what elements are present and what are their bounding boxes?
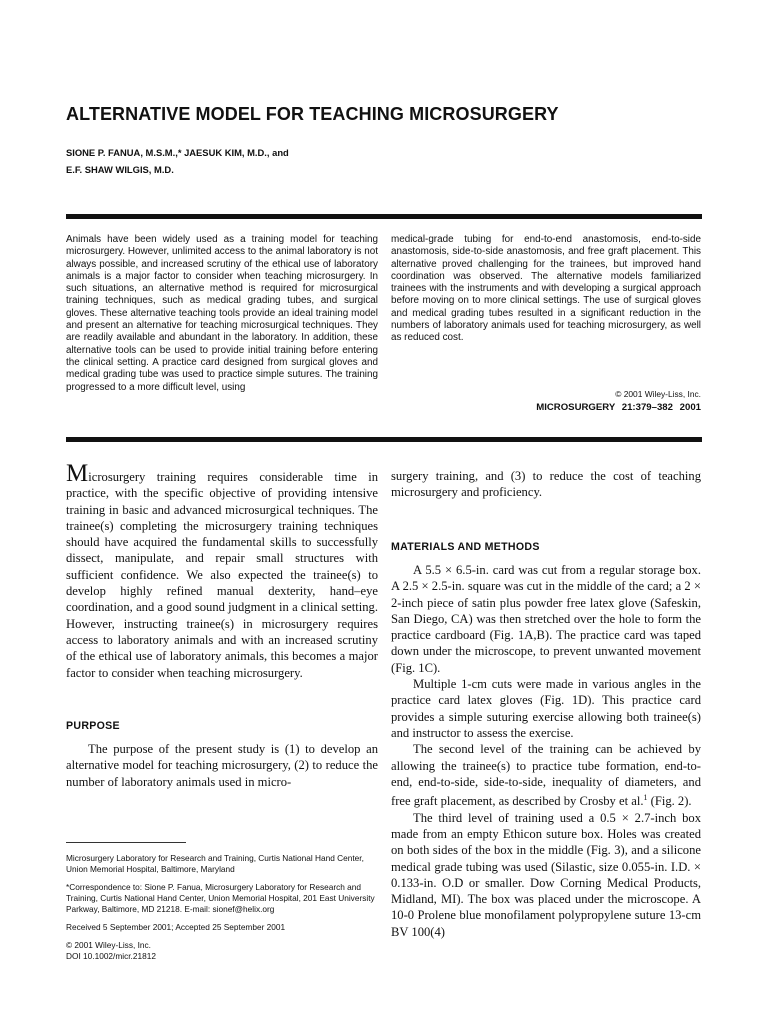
methods-heading: MATERIALS AND METHODS [391, 541, 540, 553]
journal-name: MICROSURGERY [536, 402, 616, 413]
methods-p3-text: The second level of the training can be achieved by allowing the trainee(s) to practice tube formation, end-to-end, end-to-side, side-to-side, inequality of diameters, and free graft placement, as described by Crosby et al. [391, 742, 701, 809]
abstract-copyright: © 2001 Wiley-Liss, Inc. [615, 389, 701, 399]
methods-section [391, 562, 701, 940]
journal-volume-pages: 21:379–382 [621, 402, 673, 413]
journal-citation [391, 402, 701, 413]
methods-p3-end: (Fig. 2). [647, 794, 692, 809]
methods-paragraph-1: A 5.5 × 6.5-in. card was cut from a regular storage box. A 2.5 × 2.5-in. square was cut in the middle of the card; a 2 × 2-inch piece of satin plus powder free latex glove (Safeskin, San Diego, CA) was then stretched over the hole to form the practice cardboard (Fig. 1A,B). The practice card was taped down under the microscope, to prevent unwanted movement (Fig. 1C). [391, 563, 701, 675]
intro-text: icrosurgery training requires considerable time in practice, with the specific objective of providing intensive training in basic and advanced microsurgical techniques. The trainee(s) completing the microsurgery training techniques should have acquired the fundamental skills to successfully dissect, manipulate, and repair small structures with sufficient confidence. We also expected the trainee(s) to develop highly refined manual dexterity, hand–eye coordination, and a good sound judgment in a clinical setting. However, instructing trainee(s) in microsurgery requires access to laboratory animals and with an increased scrutiny of the ethical use of laboratory animals, this becomes a major factor to consider when teaching microsurgery. [66, 470, 378, 680]
authors-line-2: E.F. SHAW WILGIS, M.D. [66, 164, 174, 175]
article-title: ALTERNATIVE MODEL FOR TEACHING MICROSURGERY [66, 104, 559, 124]
abstract-right-column [391, 234, 701, 345]
methods-paragraph-4: The third level of training used a 0.5 × 2.7-inch box made from an empty Ethicon suture box. Holes was created on both sides of the box in the middle (Fig. 3), and a silicone medical grade tubing was used (Silastic, size 0.055-in. I.D. × 0.133-in. O.D or smaller. Dow Corning Medical Products, Midland, MI). The box was placed under the microscope. A 10-0 Prolene blue monofilament polypropylene suture 13-cm BV 100(4) [391, 810, 701, 939]
received-note: Received 5 September 2001; Accepted 25 September 2001 [66, 922, 286, 932]
abstract-bottom-rule [66, 437, 702, 442]
intro-dropcap: M [66, 460, 89, 487]
footnote-copyright: © 2001 Wiley-Liss, Inc. [66, 940, 151, 950]
abstract-left-column [66, 234, 378, 394]
citation-superscript: 1 [643, 793, 648, 803]
footnote-rule [66, 842, 186, 843]
purpose-continuation-text: surgery training, and (3) to reduce the cost of teaching microsurgery and proficiency. [391, 469, 701, 500]
journal-year: 2001 [679, 402, 701, 413]
correspondence-note: *Correspondence to: Sione P. Fanua, Microsurgery Laboratory for Research and Training, Curtis National Hand Center, Union Memorial Hospital, 201 East University Parkway, Baltimore, MD 21218. E-mail: sionef@helix.org [66, 882, 375, 914]
intro-paragraph [66, 460, 378, 681]
methods-paragraph-3 [391, 741, 701, 809]
methods-paragraph-2: Multiple 1-cm cuts were made in various angles in the practice card latex gloves (Fig. 1D). This practice card provides a simple suturing exercise allowing both trainee(s) and instructor to assess the exercise. [391, 677, 701, 740]
doi-note: DOI 10.1002/micr.21812 [66, 951, 156, 961]
abstract-text-right: medical-grade tubing for end-to-end anastomosis, end-to-side anastomosis, side-to-side anastomosis, and free graft placement. This alternative proved challenging for the trainees, but improved hand coordination was observed. The alternative models familiarized trainees with the instruments and with developing a surgical approach before moving on to more clinical settings. The use of surgical gloves and medical grading tubes resulted in a significant reduction in the numbers of laboratory animals used for teaching microsurgery, as well as reduced cost. [391, 234, 701, 344]
footnotes [66, 853, 380, 962]
intro-section [66, 460, 378, 681]
purpose-section [66, 741, 378, 790]
purpose-continuation [391, 468, 701, 501]
affiliation-note: Microsurgery Laboratory for Research and Training, Curtis National Hand Center, Union Memorial Hospital, Baltimore, Maryland [66, 853, 364, 874]
purpose-heading: PURPOSE [66, 720, 120, 732]
author-list [66, 144, 289, 178]
abstract-text-left: Animals have been widely used as a training model for teaching microsurgery. However, unlimited access to the animal laboratory is not always possible, and increased scrutiny of the ethical use of laboratory animals is a major factor to consider when teaching microsurgery. In such situations, an alternative method is required for microsurgical training techniques, such as medical grading tubes, and surgical gloves. These alternative teaching tools provide an ideal training model and present an alternative for teaching microsurgical techniques. They are readily available and abundant in the laboratory. In addition, these alternative tools can be used to provide initial training before entering the clinical setting. A practice card designed from surgical gloves and medical grading tube was used to practice simple sutures. The training progressed to a more difficult level, using [66, 234, 378, 393]
abstract-top-rule [66, 214, 702, 219]
authors-line-1: SIONE P. FANUA, M.S.M.,* JAESUK KIM, M.D., and [66, 147, 289, 158]
purpose-paragraph: The purpose of the present study is (1) to develop an alternative model for teaching microsurgery, (2) to reduce the number of laboratory animals used in micro- [66, 742, 378, 789]
